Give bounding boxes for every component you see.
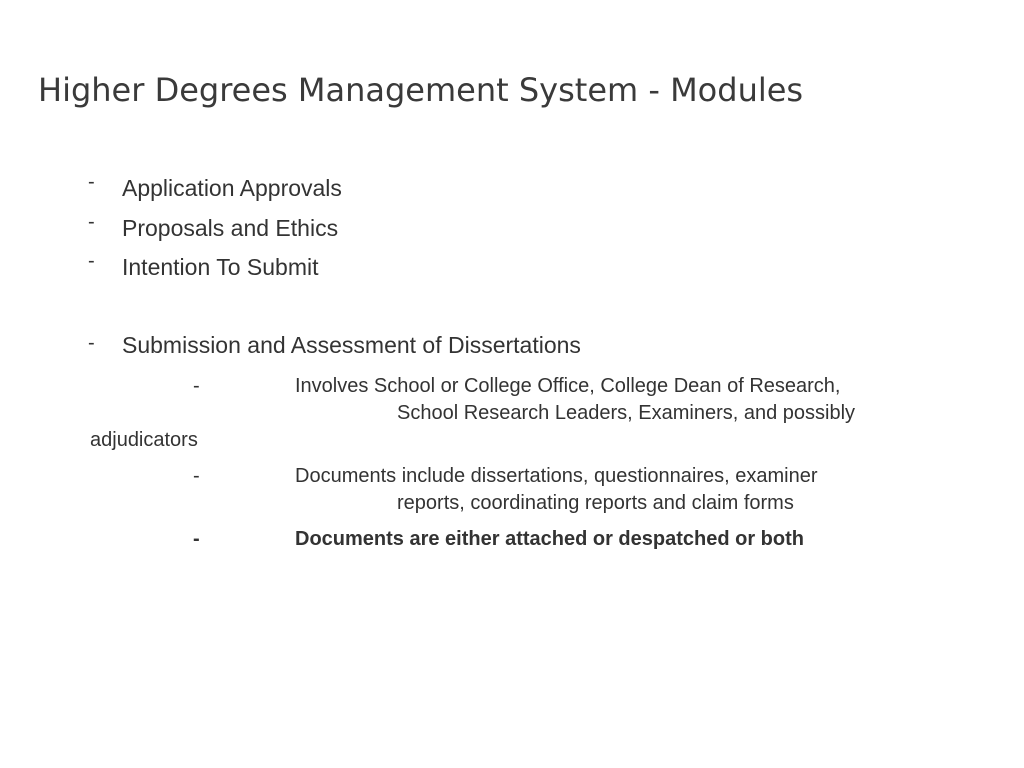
sub-bullet-text-line1: Involves School or College Office, College Dean of Research, [295,375,841,397]
sub-bullet-text-line1: Documents include dissertations, questionnaires, examiner [295,465,818,487]
bullet-marker: - [88,332,95,354]
bullet-marker: - [88,250,95,272]
sub-bullet-involves-line2: School Research Leaders, Examiners, and possibly [397,402,856,424]
sub-bullet-marker: - [193,375,200,397]
sub-bullet-involves-line3: adjudicators [90,429,198,451]
bullet-marker: - [88,171,95,193]
bullet-marker: - [88,211,95,233]
sub-bullet-marker: - [193,528,200,550]
bullet-text: Submission and Assessment of Dissertations [122,332,581,358]
bullet-text: Proposals and Ethics [122,215,339,241]
slide-title: Higher Degrees Management System - Modules [38,71,804,109]
sub-bullet-text-line1: Documents are either attached or despatched or both [295,528,804,550]
bullet-text: Intention To Submit [122,254,319,280]
bullet-text: Application Approvals [122,175,342,201]
sub-bullet-marker: - [193,465,200,487]
sub-bullet-documents-include-line2: reports, coordinating reports and claim forms [397,492,794,514]
